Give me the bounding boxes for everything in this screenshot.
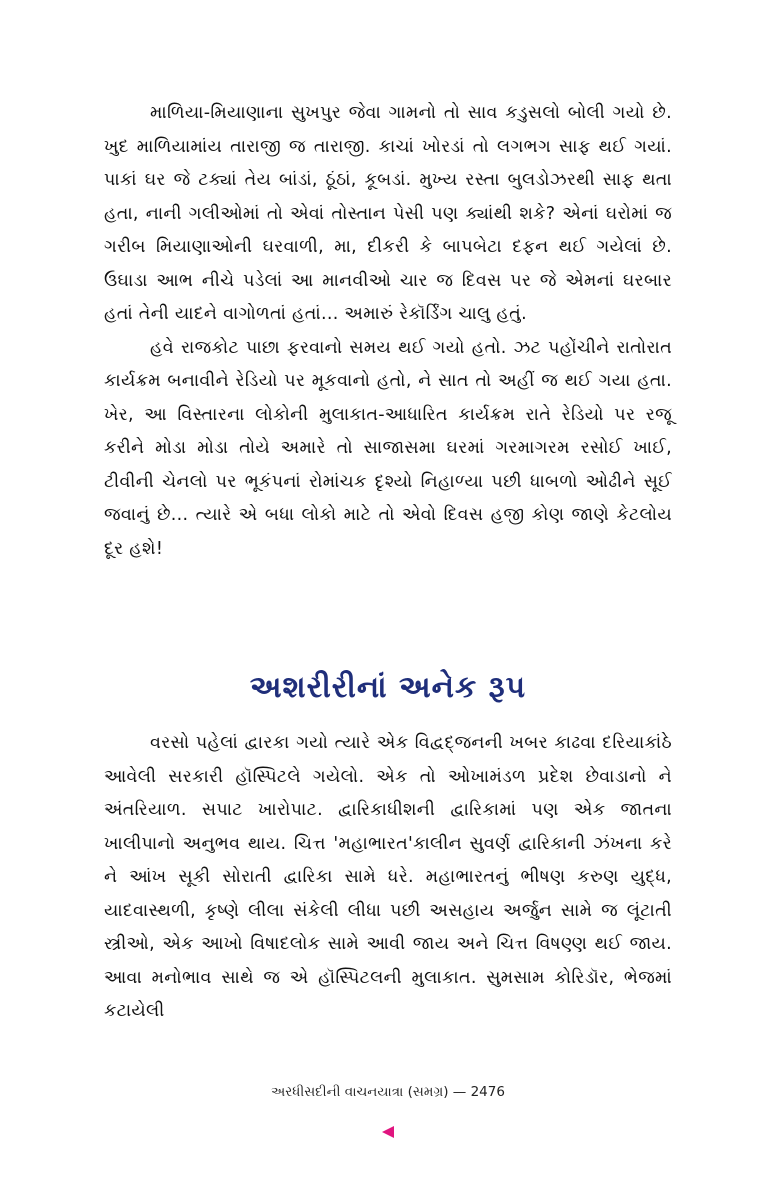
paragraph-rajkot-return: હવે રાજકોટ પાછા ફરવાનો સમય થઈ ગયો હતો. ઝટ પહોંચીને રાતોરાત કાર્યક્રમ બનાવીને રેડિયો પર મૂકવાનો હતો, ને સાત તો અહીં જ થઈ ગયા હતા. ખેર, આ વિસ્તારના લોકોની મુલાકાત-આધારિત કાર્યક્રમ રાતે રેડિયો પર રજૂ કરીને મોડા મોડા તોયે અમારે તો સાજાસમા ઘરમાં ગરમાગરમ રસોઈ ખાઈ, ટીવીની ચેનલો પર ભૂકંપનાં રોમાંચક દૃશ્યો નિહાળ્યા પછી ધાબળો ઓઢીને સૂઈ જવાનું છે... ત્યારે એ બધા લોકો માટે તો એવો દિવસ હજી કોણ જાણે કેટલોય દૂર હશે!: [104, 337, 672, 559]
footer-book-title: અરધીસદીની વાચનયાત્રા (સમગ્ર): [271, 1084, 449, 1100]
page-footer: [104, 1082, 672, 1102]
footer-page-number: 2476: [470, 1084, 505, 1100]
triangle-left-icon[interactable]: [380, 1124, 396, 1140]
section-heading: અશરીરીનાં અનેક રૂપ: [249, 670, 527, 705]
footer-separator: —: [452, 1084, 467, 1100]
paragraph-dwarka: વરસો પહેલાં દ્વારકા ગયો ત્યારે એક વિદ્વદ્જનની ખબર કાઢવા દરિયાકાંઠે આવેલી સરકારી હૉસ્પિટલે ગયેલો. એક તો ઓખામંડળ પ્રદેશ છેવાડાનો ને અંતરિયાળ. સપાટ ખારોપાટ. દ્વારિકાધીશની દ્વારિકામાં પણ એક જાતના ખાલીપાનો અનુભવ થાય. ચિત્ત 'મહાભારત'કાલીન સુવર્ણ દ્વારિકાની ઝંખના કરે ને આંખ સૂકી સોરાતી દ્વારિકા સામે ધરે. મહાભારતનું ભીષણ કરુણ યુદ્ધ, યાદવાસ્થળી, કૃષ્ણે લીલા સંકેલી લીધા પછી અસહાય અર્જુન સામે જ લૂંટાતી સ્ત્રીઓ, એક આખો વિષાદલોક સામે આવી જાય અને ચિત્ત વિષણ્ણ થઈ જાય. આવા મનોભાવ સાથે જ એ હૉસ્પિટલની મુલાકાત. સુમસામ કોરિડૉર, ભેજમાં કટાયેલી: [104, 733, 672, 1021]
body-text-top: [104, 97, 672, 566]
paragraph-maliya: માળિયા-મિયાણાના સુખપુર જેવા ગામનો તો સાવ કડુસલો બોલી ગયો છે. ખુદ માળિયામાંય તારાજી જ તારાજી. કાચાં ખોરડાં તો લગભગ સાફ થઈ ગયાં. પાકાં ઘર જે ટક્યાં તેય બાંડાં, ઠૂંઠાં, કૂબડાં. મુખ્ય રસ્તા બુલડોઝરથી સાફ થતા હતા, નાની ગલીઓમાં તો એવાં તોસ્તાન પેસી પણ ક્યાંથી શકે? એનાં ઘરોમાં જ ગરીબ મિયાણાઓની ઘરવાળી, મા, દીકરી કે બાપબેટા દફન થઈ ગયેલાં છે. ઉઘાડા આભ નીચે પડેલાં આ માનવીઓ ચાર જ દિવસ પર જે એમનાં ઘરબાર હતાં તેની યાદને વાગોળતાં હતાં... અમારું રેકૉર્ડિંગ ચાલુ હતું.: [104, 103, 672, 324]
body-text-bottom: [104, 727, 672, 1029]
